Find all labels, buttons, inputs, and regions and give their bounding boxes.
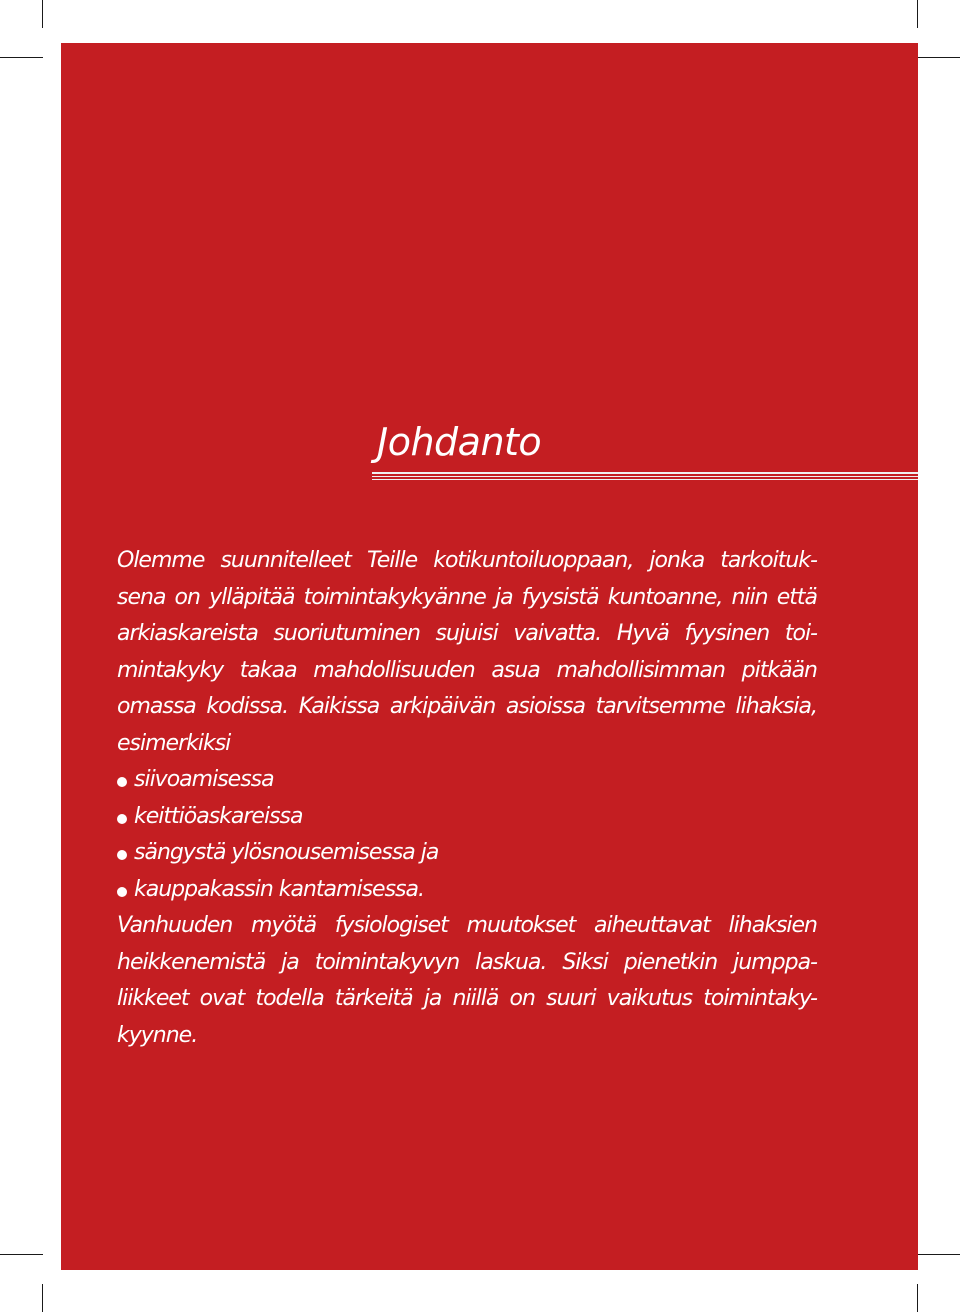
intro-line: sena on ylläpitää toimintakykyänne ja fyysistä kuntoanne, niin että — [117, 584, 817, 610]
crop-mark-bottom-left-vertical — [42, 1284, 43, 1312]
body-text — [117, 543, 817, 1054]
bullet-icon — [117, 887, 127, 897]
crop-mark-bottom-right-horizontal — [918, 1254, 960, 1255]
outro-line: heikkenemistä ja toimintakyvyn laskua. Siksi pienetkin jumppa- — [117, 949, 817, 975]
list-item — [117, 799, 817, 836]
crop-mark-bottom-right-vertical — [917, 1284, 918, 1312]
crop-mark-top-left-vertical — [42, 0, 43, 28]
list-item-label: kauppakassin kantamisessa. — [134, 876, 424, 902]
list-item-label: sängystä ylösnousemisessa ja — [134, 840, 439, 865]
crop-mark-top-right-vertical — [917, 0, 918, 28]
list-item — [117, 872, 817, 909]
bullet-icon — [117, 777, 127, 787]
list-item — [117, 762, 817, 799]
crop-mark-top-right-horizontal — [918, 57, 960, 58]
list-item-label: keittiöaskareissa — [134, 803, 303, 829]
intro-line: esimerkiksi — [117, 730, 231, 756]
title-underline-rule — [372, 470, 918, 482]
intro-line: Olemme suunnitelleet Teille kotikuntoiluoppaan, jonka tarkoituk- — [117, 548, 817, 573]
intro-line: mintakyky takaa mahdollisuuden asua mahdollisimman pitkään — [117, 657, 817, 683]
list-item-label: siivoamisessa — [134, 767, 274, 792]
intro-line: arkiaskareista suoriutuminen sujuisi vaivatta. Hyvä fyysinen toi- — [117, 621, 817, 646]
page-title: Johdanto — [377, 420, 542, 464]
intro-line: omassa kodissa. Kaikissa arkipäivän asioissa tarvitsemme lihaksia, — [117, 694, 817, 719]
crop-mark-top-left-horizontal — [0, 57, 43, 58]
bullet-icon — [117, 814, 127, 824]
outro-line: Vanhuuden myötä fysiologiset muutokset aiheuttavat lihaksien — [117, 913, 817, 938]
bullet-icon — [117, 850, 127, 860]
list-item — [117, 835, 817, 872]
outro-line: liikkeet ovat todella tärkeitä ja niillä on suuri vaikutus toimintaky- — [117, 986, 817, 1011]
crop-mark-bottom-left-horizontal — [0, 1254, 43, 1255]
outro-line: kyynne. — [117, 1022, 198, 1048]
